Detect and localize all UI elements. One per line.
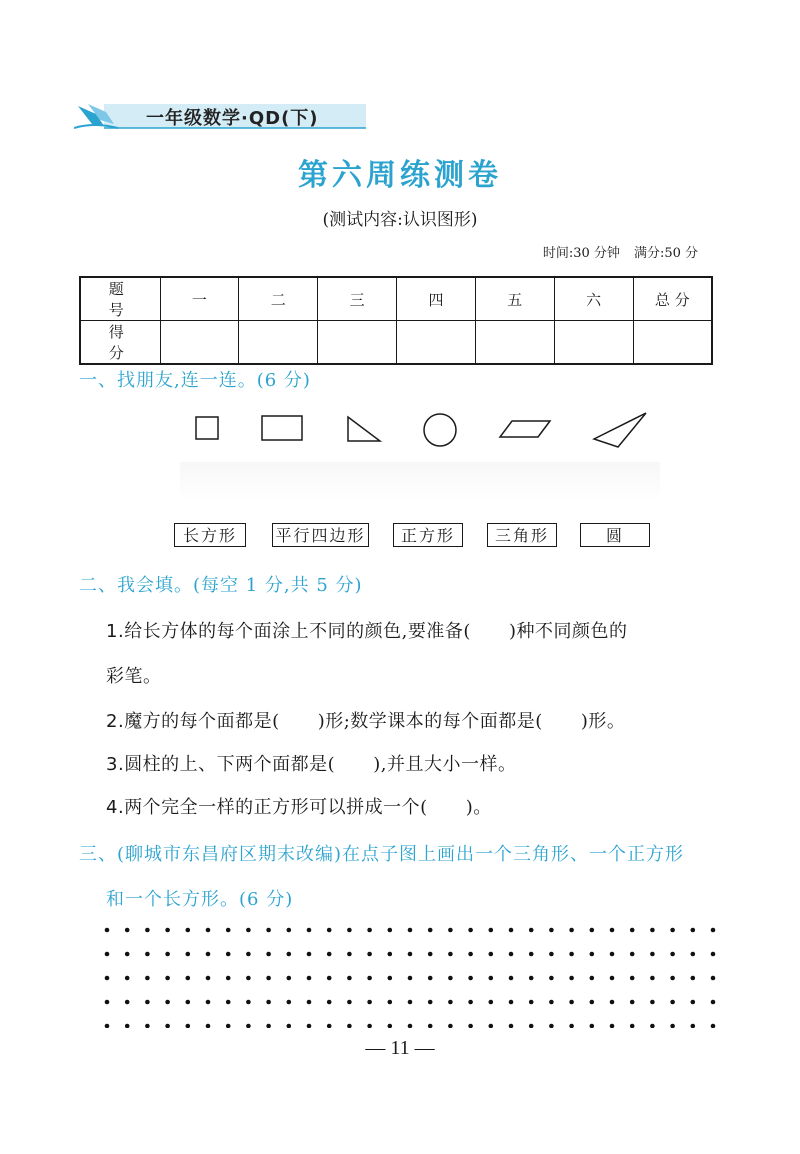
grid-dot[interactable]: [226, 952, 231, 957]
grid-dot[interactable]: [145, 1024, 150, 1028]
grid-dot[interactable]: [691, 1000, 696, 1005]
grid-dot[interactable]: [529, 1024, 534, 1028]
question-text: )形;数学课本的每个面都是(: [317, 711, 543, 732]
grid-dot[interactable]: [468, 952, 473, 957]
question-2: [106, 707, 625, 733]
grid-dot[interactable]: [610, 976, 615, 981]
grid-dot[interactable]: [206, 1000, 211, 1005]
question-text: ),并且大小一样。: [373, 754, 517, 775]
grid-dot[interactable]: [569, 976, 574, 981]
grid-dot[interactable]: [590, 1000, 595, 1005]
grid-dot[interactable]: [307, 952, 312, 957]
score-table: [79, 276, 713, 365]
grid-dot[interactable]: [650, 1024, 655, 1028]
section3-heading: 三、(聊城市东昌府区期末改编)在点子图上画出一个三角形、一个正方形: [79, 844, 685, 865]
grid-dot[interactable]: [165, 952, 170, 957]
grid-dot[interactable]: [266, 952, 271, 957]
grid-dot[interactable]: [347, 1000, 352, 1005]
score-cell[interactable]: [475, 321, 554, 365]
grid-dot[interactable]: [630, 1000, 635, 1005]
label-rectangle[interactable]: 长方形: [174, 523, 246, 547]
grid-dot[interactable]: [650, 952, 655, 957]
question-text: 圆柱的上、下两个面都是(: [124, 754, 336, 775]
grid-dot[interactable]: [448, 976, 453, 981]
score-cell[interactable]: [318, 321, 397, 365]
grid-dot[interactable]: [428, 952, 433, 957]
grid-dot[interactable]: [165, 976, 170, 981]
grid-dot[interactable]: [650, 928, 655, 933]
grid-dot[interactable]: [569, 1024, 574, 1028]
grid-dot[interactable]: [388, 976, 393, 981]
score-table-header-row: [80, 277, 712, 321]
grid-dot[interactable]: [630, 952, 635, 957]
question-1: [106, 617, 627, 643]
grid-dot[interactable]: [206, 1024, 211, 1028]
grid-dot[interactable]: [509, 1000, 514, 1005]
grid-dot[interactable]: [367, 976, 372, 981]
grid-dot[interactable]: [569, 928, 574, 933]
grid-dot[interactable]: [246, 976, 251, 981]
score-cell[interactable]: [397, 321, 476, 365]
question-1-continued: 彩笔。: [106, 666, 162, 687]
grid-dot[interactable]: [590, 976, 595, 981]
grid-dot[interactable]: [468, 1000, 473, 1005]
grid-dot[interactable]: [549, 952, 554, 957]
grid-dot[interactable]: [509, 1024, 514, 1028]
header-text: 一年级数学·QD(下): [146, 108, 319, 129]
grid-dot[interactable]: [145, 952, 150, 957]
grid-dot[interactable]: [489, 976, 494, 981]
time-info: [529, 242, 698, 261]
grid-dot[interactable]: [186, 1024, 191, 1028]
grid-dot[interactable]: [711, 1000, 716, 1005]
grid-dot[interactable]: [529, 952, 534, 957]
question-text: 魔方的每个面都是(: [124, 711, 280, 732]
grid-dot[interactable]: [549, 928, 554, 933]
time-limit: 时间:30 分钟: [542, 246, 620, 261]
grid-dot[interactable]: [287, 928, 292, 933]
grid-dot[interactable]: [630, 928, 635, 933]
score-cell[interactable]: [160, 321, 239, 365]
grid-dot[interactable]: [327, 1024, 332, 1028]
grid-dot[interactable]: [408, 952, 413, 957]
table-cell: 一: [160, 277, 239, 321]
grid-dot[interactable]: [650, 1000, 655, 1005]
grid-dot[interactable]: [610, 1000, 615, 1005]
grid-dot[interactable]: [287, 952, 292, 957]
grid-dot[interactable]: [327, 928, 332, 933]
grid-dot[interactable]: [468, 1024, 473, 1028]
grid-dot[interactable]: [388, 952, 393, 957]
grid-dot[interactable]: [711, 1024, 716, 1028]
grid-dot[interactable]: [691, 1024, 696, 1028]
shapes-row: [180, 405, 660, 465]
grid-dot[interactable]: [327, 976, 332, 981]
grid-dot[interactable]: [165, 1000, 170, 1005]
grid-dot[interactable]: [307, 928, 312, 933]
grid-dot[interactable]: [448, 928, 453, 933]
dot-grid[interactable]: [104, 926, 718, 1028]
question-number: 1.: [106, 621, 125, 642]
grid-dot[interactable]: [105, 1000, 110, 1005]
table-cell: 五: [475, 277, 554, 321]
grid-dot[interactable]: [509, 928, 514, 933]
grid-dot[interactable]: [529, 928, 534, 933]
grid-dot[interactable]: [186, 928, 191, 933]
grid-dot[interactable]: [670, 1024, 675, 1028]
grid-dot[interactable]: [711, 952, 716, 957]
grid-dot[interactable]: [186, 1000, 191, 1005]
grid-dot[interactable]: [448, 1000, 453, 1005]
grid-dot[interactable]: [246, 1000, 251, 1005]
grid-dot[interactable]: [206, 952, 211, 957]
grid-dot[interactable]: [327, 1000, 332, 1005]
grid-dot[interactable]: [347, 976, 352, 981]
grid-dot[interactable]: [691, 952, 696, 957]
table-cell: 四: [397, 277, 476, 321]
grid-dot[interactable]: [206, 928, 211, 933]
label-parallelogram[interactable]: 平行四边形: [272, 523, 369, 547]
grid-dot[interactable]: [489, 1000, 494, 1005]
grid-dot[interactable]: [549, 1024, 554, 1028]
grid-dot[interactable]: [105, 1024, 110, 1028]
question-text: 两个完全一样的正方形可以拼成一个(: [124, 797, 428, 818]
grid-dot[interactable]: [125, 976, 130, 981]
label-triangle[interactable]: 三角形: [487, 523, 557, 547]
grid-dot[interactable]: [125, 1000, 130, 1005]
grid-dot[interactable]: [226, 928, 231, 933]
grid-dot[interactable]: [610, 952, 615, 957]
grid-dot[interactable]: [246, 952, 251, 957]
grid-dot[interactable]: [489, 1024, 494, 1028]
grid-dot[interactable]: [408, 1024, 413, 1028]
grid-dot[interactable]: [549, 1000, 554, 1005]
grid-dot[interactable]: [428, 928, 433, 933]
label-square[interactable]: 正方形: [393, 523, 463, 547]
right-triangle-shape: [348, 417, 380, 441]
table-cell: 总 分: [633, 277, 712, 321]
grid-dot[interactable]: [347, 1024, 352, 1028]
shapes-shadow: [180, 462, 660, 502]
table-cell: 三: [318, 277, 397, 321]
grid-dot[interactable]: [630, 1024, 635, 1028]
grid-dot[interactable]: [529, 1000, 534, 1005]
grid-dot[interactable]: [468, 976, 473, 981]
grid-dot[interactable]: [367, 1000, 372, 1005]
grid-dot[interactable]: [448, 952, 453, 957]
grid-dot[interactable]: [670, 928, 675, 933]
grid-dot[interactable]: [670, 952, 675, 957]
page-subtitle: (测试内容:认识图形): [322, 210, 478, 230]
grid-dot[interactable]: [226, 1000, 231, 1005]
grid-dot[interactable]: [266, 1000, 271, 1005]
obtuse-triangle-shape: [594, 413, 646, 447]
grid-dot[interactable]: [388, 928, 393, 933]
grid-dot[interactable]: [691, 928, 696, 933]
section2-heading: 二、我会填。(每空 1 分,共 5 分): [79, 575, 363, 596]
rectangle-shape: [262, 416, 302, 440]
table-row-label: 题 号: [80, 277, 160, 321]
table-cell: 六: [554, 277, 633, 321]
grid-dot[interactable]: [145, 928, 150, 933]
grid-dot[interactable]: [489, 928, 494, 933]
grid-dot[interactable]: [590, 952, 595, 957]
grid-dot[interactable]: [428, 1024, 433, 1028]
section1-heading: 一、找朋友,连一连。(6 分): [79, 370, 311, 391]
circle-shape: [424, 414, 456, 446]
grid-dot[interactable]: [266, 976, 271, 981]
grid-dot[interactable]: [347, 928, 352, 933]
grid-dot[interactable]: [327, 952, 332, 957]
grid-dot[interactable]: [367, 952, 372, 957]
grid-dot[interactable]: [590, 928, 595, 933]
grid-dot[interactable]: [246, 1024, 251, 1028]
grid-dot[interactable]: [206, 976, 211, 981]
grid-dot[interactable]: [610, 928, 615, 933]
grid-dot[interactable]: [165, 928, 170, 933]
grid-dot[interactable]: [468, 928, 473, 933]
grid-dot[interactable]: [670, 1000, 675, 1005]
grid-dot[interactable]: [569, 952, 574, 957]
question-3: [106, 750, 516, 776]
grid-dot[interactable]: [287, 976, 292, 981]
score-cell[interactable]: [554, 321, 633, 365]
grid-dot[interactable]: [711, 976, 716, 981]
grid-dot[interactable]: [408, 976, 413, 981]
grid-dot[interactable]: [408, 928, 413, 933]
table-row-label: 得 分: [80, 321, 160, 365]
grid-dot[interactable]: [266, 1024, 271, 1028]
label-circle[interactable]: 圆: [580, 523, 650, 547]
grid-dot[interactable]: [489, 952, 494, 957]
grid-dot[interactable]: [186, 976, 191, 981]
grid-dot[interactable]: [408, 1000, 413, 1005]
grid-dot[interactable]: [367, 928, 372, 933]
grid-dot[interactable]: [367, 1024, 372, 1028]
score-table-score-row: [80, 321, 712, 365]
score-cell[interactable]: [633, 321, 712, 365]
question-number: 3.: [106, 754, 125, 775]
grid-dot[interactable]: [105, 952, 110, 957]
grid-dot[interactable]: [307, 1024, 312, 1028]
grid-dot[interactable]: [428, 1000, 433, 1005]
square-shape: [196, 417, 218, 439]
parallelogram-shape: [500, 421, 550, 437]
grid-dot[interactable]: [630, 976, 635, 981]
table-cell: 二: [239, 277, 318, 321]
question-text: 给长方体的每个面涂上不同的颜色,要准备(: [124, 621, 471, 642]
grid-dot[interactable]: [125, 952, 130, 957]
grid-dot[interactable]: [549, 976, 554, 981]
grid-dot[interactable]: [529, 976, 534, 981]
grid-dot[interactable]: [145, 1000, 150, 1005]
grid-dot[interactable]: [590, 1024, 595, 1028]
grid-dot[interactable]: [125, 1024, 130, 1028]
grid-dot[interactable]: [287, 1024, 292, 1028]
grid-dot[interactable]: [226, 976, 231, 981]
score-cell[interactable]: [239, 321, 318, 365]
grid-dot[interactable]: [105, 976, 110, 981]
grid-dot[interactable]: [145, 976, 150, 981]
grid-dot[interactable]: [711, 928, 716, 933]
question-number: 2.: [106, 711, 125, 732]
question-number: 4.: [106, 797, 125, 818]
grid-dot[interactable]: [670, 976, 675, 981]
section3-heading-continued: 和一个长方形。(6 分): [106, 889, 294, 910]
grid-dot[interactable]: [448, 1024, 453, 1028]
grid-dot[interactable]: [246, 928, 251, 933]
full-score: 满分:50 分: [633, 246, 698, 261]
question-text: )形。: [580, 711, 626, 732]
grid-dot[interactable]: [105, 928, 110, 933]
grid-dot[interactable]: [186, 952, 191, 957]
question-text: )。: [465, 797, 492, 818]
grid-dot[interactable]: [266, 928, 271, 933]
grid-dot[interactable]: [388, 1024, 393, 1028]
grid-dot[interactable]: [347, 952, 352, 957]
grid-dot[interactable]: [287, 1000, 292, 1005]
grid-dot[interactable]: [509, 952, 514, 957]
question-4: [106, 793, 492, 819]
grid-dot[interactable]: [650, 976, 655, 981]
page-number: — 11 —: [365, 1037, 435, 1059]
question-text: )种不同颜色的: [508, 621, 628, 642]
grid-dot[interactable]: [307, 1000, 312, 1005]
grid-dot[interactable]: [691, 976, 696, 981]
grid-dot[interactable]: [388, 1000, 393, 1005]
page-title: 第六周练测卷: [298, 158, 502, 193]
grid-dot[interactable]: [428, 976, 433, 981]
grid-dot[interactable]: [307, 976, 312, 981]
grid-dot[interactable]: [569, 1000, 574, 1005]
grid-dot[interactable]: [125, 928, 130, 933]
grid-dot[interactable]: [226, 1024, 231, 1028]
grid-dot[interactable]: [610, 1024, 615, 1028]
grid-dot[interactable]: [165, 1024, 170, 1028]
grid-dot[interactable]: [509, 976, 514, 981]
